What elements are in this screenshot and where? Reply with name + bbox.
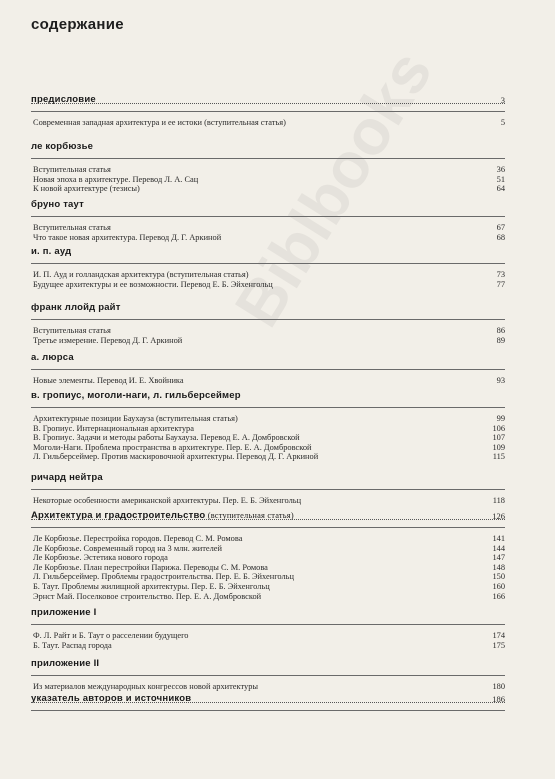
- section-heading: [31, 352, 78, 363]
- section-heading: [31, 199, 88, 210]
- toc-entry: [33, 496, 505, 506]
- toc-entry: [33, 592, 505, 602]
- section-heading-text: в. гропиус, моголи-наги, л. гильберсеймер: [31, 390, 241, 401]
- section-heading-text: ричард нейтра: [31, 472, 103, 483]
- section-heading-text: указатель авторов и источников: [31, 693, 192, 704]
- entry-list: [33, 534, 505, 601]
- toc-entry: [33, 233, 505, 243]
- toc-entry: [33, 553, 505, 563]
- section-heading: [31, 658, 103, 669]
- section-rule: [31, 216, 505, 217]
- page-title: содержание: [31, 16, 124, 33]
- entry-title: Из материалов международных конгрессов новой архитектуры: [33, 682, 259, 691]
- entry-title: Б. Таут. Проблемы жилищной архитектуры. Пер. Е. Б. Эйхенгольц: [33, 581, 270, 591]
- toc-entry: [33, 433, 505, 443]
- entry-page-number: 109: [492, 442, 505, 452]
- toc-section: [31, 388, 505, 462]
- entry-page-number: 144: [492, 543, 505, 553]
- entry-page-number: 174: [492, 631, 505, 640]
- entry-page-number: 73: [496, 270, 505, 279]
- toc-section: [31, 508, 505, 601]
- section-heading-text: бруно таут: [31, 199, 84, 210]
- toc-entry: [33, 270, 505, 280]
- entry-title: Ле Корбюзье. Перестройка городов. Перевод С. М. Ромова: [33, 534, 243, 543]
- entry-title: Моголи-Наги. Проблема пространства в архитектуре. Пер. Е. А. Домбровской: [33, 442, 312, 452]
- section-heading-text: ле корбюзье: [31, 141, 94, 152]
- entry-page-number: 106: [492, 423, 505, 433]
- entry-title: В. Гропиус. Задачи и методы работы Баухауза. Перевод Е. А. Домбровской: [33, 433, 300, 443]
- toc-section: [31, 244, 505, 289]
- entry-title: Ле Корбюзье. Эстетика нового города: [33, 553, 168, 563]
- entry-page-number: 67: [496, 223, 505, 232]
- entry-page-number: 5: [500, 118, 505, 127]
- entry-title: Л. Гильберсеймер. Проблемы градостроительства. Пер. Е. Б. Эйхенгольц: [33, 572, 294, 582]
- section-heading-text: а. люрса: [31, 352, 74, 363]
- section-rule: [31, 624, 505, 625]
- section-rule: [31, 158, 505, 159]
- section-heading-row: [31, 350, 505, 366]
- entry-title: Будущее архитектуры и ее возможности. Перевод Е. Б. Эйхенгольц: [33, 279, 273, 289]
- watermark: Biblbooks: [220, 38, 446, 339]
- section-heading-row: [31, 244, 505, 260]
- section-heading-row: [31, 139, 505, 155]
- entry-page-number: 68: [496, 232, 505, 242]
- section-heading: [31, 141, 97, 152]
- toc-entry: [33, 280, 505, 290]
- section-heading-row: [31, 300, 505, 316]
- section-heading-suffix: (вступительная статья): [205, 511, 294, 520]
- section-heading: [31, 607, 100, 618]
- section-heading-text: Архитектура и градостроительство: [31, 510, 206, 521]
- entry-page-number: 160: [492, 581, 505, 591]
- entry-title: Вступительная статья: [33, 223, 111, 232]
- toc-entry: [33, 165, 505, 175]
- toc-entry: [33, 414, 505, 424]
- section-rule: [31, 111, 505, 112]
- entry-list: [33, 376, 505, 386]
- entry-page-number: 148: [492, 562, 505, 572]
- toc-section: [31, 691, 505, 717]
- entry-title: В. Гропиус. Интернациональная архитектура: [33, 423, 194, 433]
- section-heading: [31, 94, 100, 105]
- toc-entry: [33, 443, 505, 453]
- toc-entry: [33, 184, 505, 194]
- section-page-number: 186: [488, 694, 505, 704]
- section-heading-row: [31, 92, 505, 108]
- entry-title: Новые элементы. Перевод И. Е. Хвойника: [33, 376, 184, 385]
- toc-section: [31, 605, 505, 650]
- section-rule: [31, 675, 505, 676]
- toc-section: [31, 139, 505, 194]
- toc-section: [31, 656, 505, 692]
- toc-entry: [33, 572, 505, 582]
- section-heading-text: и. п. ауд: [31, 246, 72, 257]
- toc-section: [31, 197, 505, 242]
- entry-list: [33, 496, 505, 506]
- entry-page-number: 115: [492, 452, 505, 462]
- section-rule: [31, 489, 505, 490]
- entry-title: И. П. Ауд и голландская архитектура (вступительная статья): [33, 270, 249, 279]
- toc-section: [31, 350, 505, 386]
- entry-title: К новой архитектуре (тезисы): [33, 184, 140, 194]
- entry-page-number: 99: [496, 414, 505, 423]
- entry-list: [33, 326, 505, 345]
- entry-title: Что такое новая архитектура. Перевод Д. Г. Аркиной: [33, 232, 222, 242]
- entry-title: Ф. Л. Райт и Б. Таут о расселении будущего: [33, 631, 189, 640]
- toc-section: [31, 300, 505, 345]
- entry-page-number: 51: [496, 174, 505, 184]
- entry-title: Третье измерение. Перевод Д. Г. Аркиной: [33, 335, 183, 345]
- section-heading-text: франк ллойд райт: [31, 302, 121, 313]
- toc-entry: [33, 631, 505, 641]
- toc-entry: [33, 376, 505, 386]
- entry-title: Б. Таут. Распад города: [33, 640, 112, 650]
- toc-entry: [33, 544, 505, 554]
- entry-title: Ле Корбюзье. Современный город на 3 млн. жителей: [33, 543, 222, 553]
- toc-entry: [33, 563, 505, 573]
- entry-page-number: 175: [492, 640, 505, 650]
- section-heading-row: [31, 605, 505, 621]
- section-page-number: 3: [497, 95, 505, 105]
- entry-list: [33, 631, 505, 650]
- toc-entry: [33, 336, 505, 346]
- section-heading-row: [31, 508, 505, 524]
- section-heading: [31, 246, 75, 257]
- section-heading: [31, 390, 245, 401]
- section-rule: [31, 369, 505, 370]
- entry-page-number: 118: [492, 496, 505, 505]
- entry-title: Некоторые особенности американской архитектуры. Пер. Е. Б. Эйхенгольц: [33, 496, 302, 505]
- entry-list: [33, 270, 505, 289]
- section-rule: [31, 527, 505, 528]
- toc-entry: [33, 175, 505, 185]
- section-heading-text: приложение II: [31, 658, 100, 669]
- entry-page-number: 180: [492, 682, 505, 691]
- entry-title: Эрнст Май. Поселковое строительство. Пер. Е. А. Домбровской: [33, 591, 262, 601]
- toc-section: [31, 470, 505, 506]
- toc-section: [31, 92, 505, 128]
- toc-entry: [33, 424, 505, 434]
- toc-entry: [33, 118, 505, 128]
- section-rule: [31, 407, 505, 408]
- entry-title: Ле Корбюзье. План перестройки Парижа. Переводы С. М. Ромова: [33, 562, 268, 572]
- entry-page-number: 77: [496, 279, 505, 289]
- entry-page-number: 36: [496, 165, 505, 174]
- entry-title: Новая эпоха в архитектуре. Перевод Л. А. Сац: [33, 174, 199, 184]
- section-rule: [31, 263, 505, 264]
- section-heading: [31, 510, 298, 521]
- section-heading-row: [31, 470, 505, 486]
- entry-page-number: 147: [492, 553, 505, 563]
- toc-entry: [33, 641, 505, 651]
- entry-list: [33, 223, 505, 242]
- entry-title: Вступительная статья: [33, 326, 111, 335]
- section-heading-row: [31, 656, 505, 672]
- section-heading-text: приложение I: [31, 607, 97, 618]
- section-heading-text: предисловие: [31, 94, 96, 105]
- entry-title: Архитектурные позиции Баухауза (вступительная статья): [33, 414, 238, 423]
- entry-title: Л. Гильберсеймер. Против маскировочной архитектуры. Перевод Д. Г. Аркиной: [33, 452, 319, 462]
- entry-page-number: 107: [492, 433, 505, 443]
- toc-entry: [33, 223, 505, 233]
- entry-title: Вступительная статья: [33, 165, 111, 174]
- section-heading: [31, 472, 107, 483]
- entry-page-number: 89: [496, 335, 505, 345]
- entry-page-number: 166: [492, 591, 505, 601]
- section-heading-row: [31, 197, 505, 213]
- section-heading-row: [31, 388, 505, 404]
- entry-page-number: 86: [496, 326, 505, 335]
- toc-entry: [33, 326, 505, 336]
- section-heading-row: [31, 691, 505, 707]
- toc-entry: [33, 534, 505, 544]
- section-rule: [31, 319, 505, 320]
- entry-list: [33, 118, 505, 128]
- toc-entry: [33, 582, 505, 592]
- section-page-number: 126: [488, 511, 505, 521]
- entry-page-number: 93: [496, 376, 505, 385]
- entry-title: Современная западная архитектура и ее истоки (вступительная статья): [33, 118, 286, 127]
- entry-page-number: 150: [492, 572, 505, 582]
- entry-list: [33, 414, 505, 462]
- entry-page-number: 64: [496, 184, 505, 194]
- section-heading: [31, 693, 195, 704]
- entry-list: [33, 165, 505, 194]
- section-rule: [31, 710, 505, 711]
- section-heading: [31, 302, 125, 313]
- entry-page-number: 141: [492, 534, 505, 543]
- toc-entry: [33, 452, 505, 462]
